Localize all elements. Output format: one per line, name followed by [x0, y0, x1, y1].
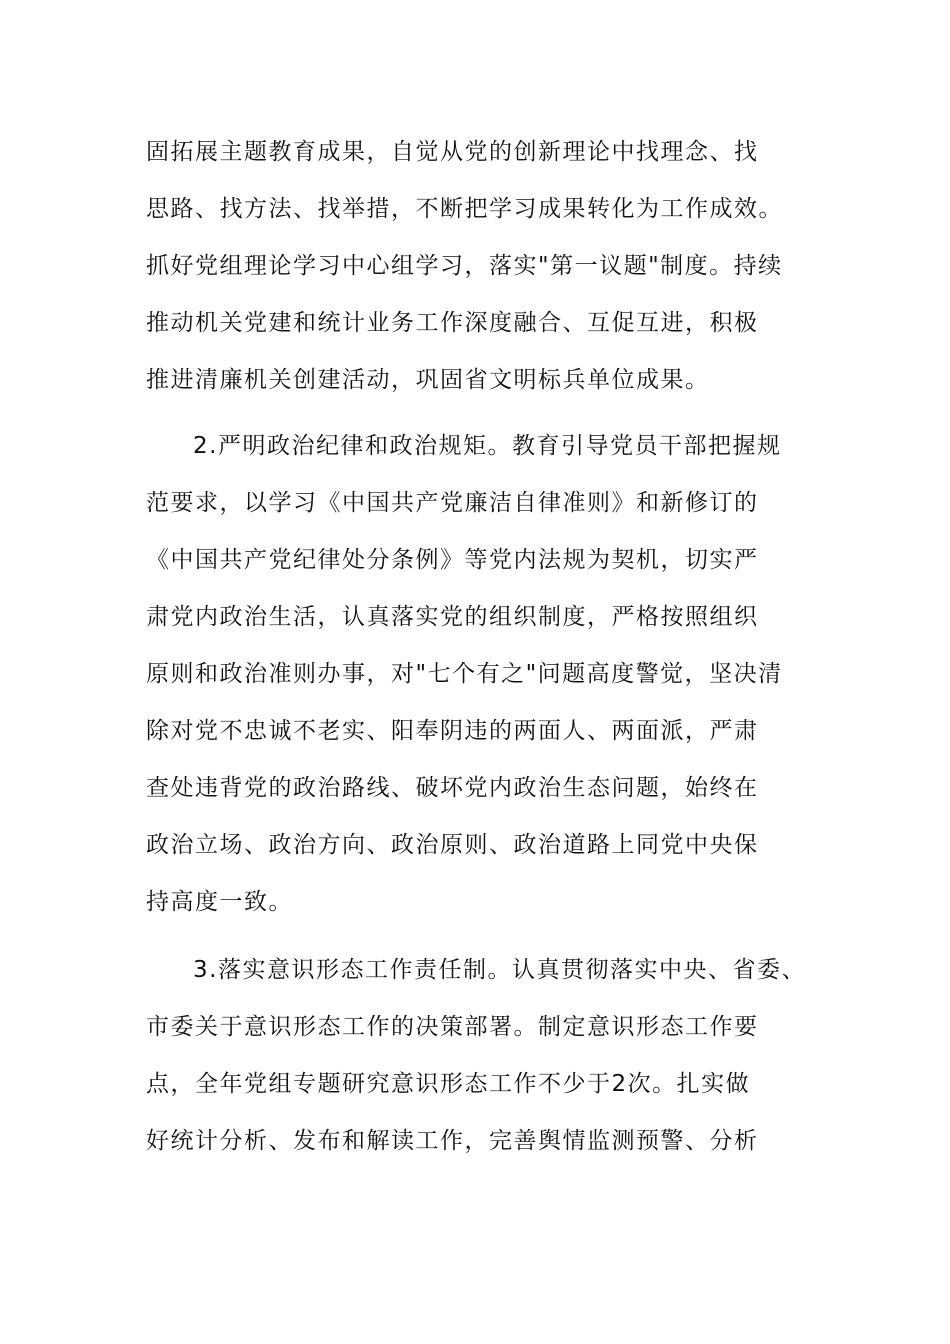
text-line: 市委关于意识形态工作的决策部署。制定意识形态工作要 — [146, 1014, 759, 1040]
text-line: 推动机关党建和统计业务工作深度融合、互促互进，积极 — [146, 310, 759, 336]
text-line: 政治立场、政治方向、政治原则、政治道路上同党中央保 — [146, 832, 759, 858]
text-line: 原则和政治准则办事，对"七个有之"问题高度警觉，坚决清 — [146, 661, 783, 687]
text-line: 思路、找方法、找举措，不断把学习成果转化为工作成效。 — [146, 196, 783, 222]
section-heading-2: 2.严明政治纪律和政治规矩。教育引导党员干部把握规 — [193, 433, 782, 459]
text-line: 除对党不忠诚不老实、阳奉阴违的两面人、两面派，严肃 — [146, 718, 759, 744]
text-line: 查处违背党的政治路线、破坏党内政治生态问题，始终在 — [146, 775, 759, 801]
text-line: 持高度一致。 — [146, 889, 293, 915]
section-heading-3: 3.落实意识形态工作责任制。认真贯彻落实中央、省委、 — [193, 957, 806, 983]
text-line: 抓好党组理论学习中心组学习，落实"第一议题"制度。持续 — [146, 253, 783, 279]
text-line: 《中国共产党纪律处分条例》等党内法规为契机，切实严 — [146, 547, 759, 573]
text-line: 好统计分析、发布和解读工作，完善舆情监测预警、分析 — [146, 1128, 759, 1154]
text-line: 肃党内政治生活，认真落实党的组织制度，严格按照组织 — [146, 604, 759, 630]
text-line: 推进清廉机关创建活动，巩固省文明标兵单位成果。 — [146, 367, 710, 393]
text-line: 点，全年党组专题研究意识形态工作不少于2次。扎实做 — [146, 1071, 751, 1097]
text-line: 范要求，以学习《中国共产党廉洁自律准则》和新修订的 — [146, 490, 759, 516]
text-line: 固拓展主题教育成果，自觉从党的创新理论中找理念、找 — [146, 139, 759, 165]
